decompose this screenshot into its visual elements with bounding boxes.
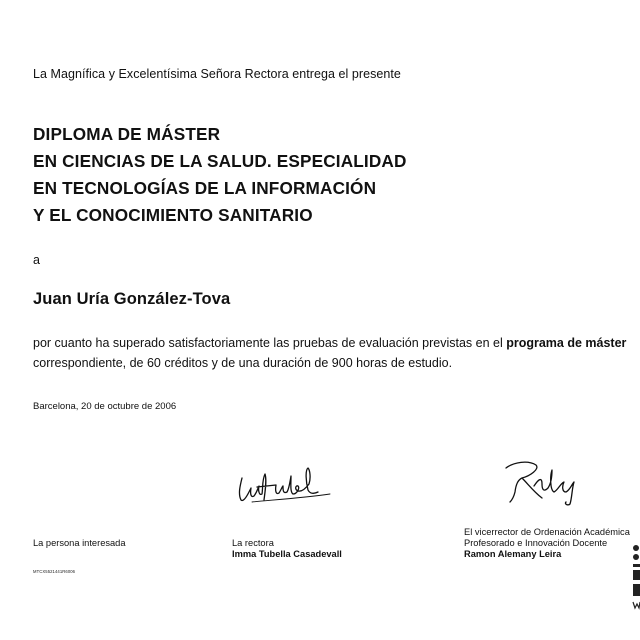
recipient-name: Juan Uría González-Tova <box>33 290 231 308</box>
rector-title: La rectora <box>232 538 274 548</box>
title-line: DIPLOMA DE MÁSTER <box>33 124 221 144</box>
vice-rector-title-line2: Profesorado e Innovación Docente <box>464 538 608 548</box>
vice-rector-name: Ramon Alemany Leira <box>464 549 562 559</box>
vice-rector-signature-block <box>464 527 630 560</box>
interested-signature-label: La persona interesada <box>33 538 126 548</box>
rector-signature-block <box>232 538 342 560</box>
intro-text: La Magnífica y Excelentísima Señora Rectora entrega el presente <box>33 67 401 81</box>
title-line: Y EL CONOCIMIENTO SANITARIO <box>33 205 313 225</box>
preposition: a <box>33 253 40 267</box>
university-seal-fragment <box>626 544 640 614</box>
title-line: EN TECNOLOGÍAS DE LA INFORMACIÓN <box>33 178 377 198</box>
place-date: Barcelona, 20 de octubre de 2006 <box>33 401 177 412</box>
vice-rector-title-line1: El vicerrector de Ordenación Académica <box>464 527 630 537</box>
diploma-title <box>33 121 407 229</box>
vice-rector-signature <box>500 456 580 508</box>
title-line: EN CIENCIAS DE LA SALUD. ESPECIALIDAD <box>33 151 407 171</box>
rector-signature <box>232 456 344 508</box>
body-text-part1: por cuanto ha superado satisfactoriamente las pruebas de evaluación previstas en el <box>33 336 507 350</box>
rector-name: Imma Tubella Casadevall <box>232 549 342 559</box>
body-text <box>33 333 640 373</box>
reference-code: MTCX5521441R6006 <box>33 569 76 574</box>
body-text-part2: correspondiente, de 60 créditos y de una duración de 900 horas de estudio. <box>33 356 453 370</box>
program-label: programa de máster <box>506 336 627 350</box>
